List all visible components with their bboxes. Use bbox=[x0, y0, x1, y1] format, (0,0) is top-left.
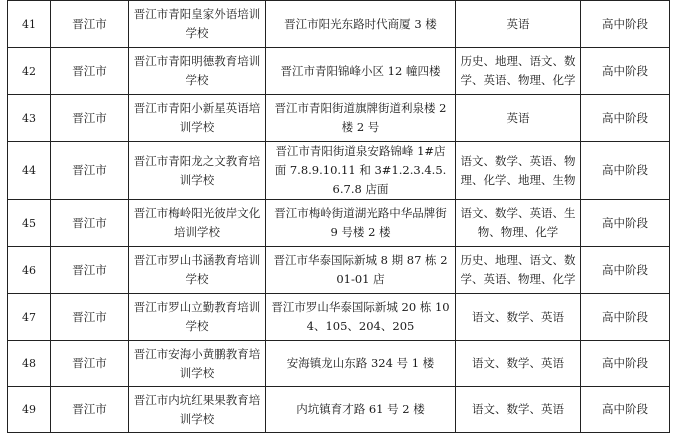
row-number: 43 bbox=[8, 95, 51, 142]
subjects-cell: 历史、地理、语文、数学、英语、物理、化学 bbox=[456, 48, 581, 95]
table-row bbox=[8, 387, 670, 433]
level-cell: 高中阶段 bbox=[581, 142, 670, 200]
address-cell: 晋江市阳光东路时代商厦 3 楼 bbox=[266, 1, 456, 48]
address-cell: 晋江市罗山华泰国际新城 20 栋 104、105、204、205 bbox=[266, 294, 456, 341]
city-cell: 晋江市 bbox=[51, 48, 129, 95]
row-number: 46 bbox=[8, 247, 51, 294]
school-name-cell: 晋江市青阳明德教育培训学校 bbox=[129, 48, 266, 95]
subjects-cell: 历史、地理、语文、数学、英语、物理、化学 bbox=[456, 247, 581, 294]
table-row bbox=[8, 247, 670, 294]
city-cell: 晋江市 bbox=[51, 142, 129, 200]
address-cell: 晋江市梅岭街道湖光路中华品牌街 9 号楼 2 楼 bbox=[266, 200, 456, 247]
table-row bbox=[8, 142, 670, 200]
row-number: 42 bbox=[8, 48, 51, 95]
school-name-cell: 晋江市内坑红果果教育培训学校 bbox=[129, 387, 266, 433]
city-cell: 晋江市 bbox=[51, 1, 129, 48]
subjects-cell: 英语 bbox=[456, 1, 581, 48]
table-row bbox=[8, 200, 670, 247]
row-number: 44 bbox=[8, 142, 51, 200]
subjects-cell: 语文、数学、英语、物理、化学、地理、生物 bbox=[456, 142, 581, 200]
school-name-cell: 晋江市安海小黄鹏教育培训学校 bbox=[129, 341, 266, 387]
address-cell: 晋江市华泰国际新城 8 期 87 栋 201-01 店 bbox=[266, 247, 456, 294]
school-name-cell: 晋江市梅岭阳光彼岸文化培训学校 bbox=[129, 200, 266, 247]
level-cell: 高中阶段 bbox=[581, 294, 670, 341]
row-number: 48 bbox=[8, 341, 51, 387]
subjects-cell: 语文、数学、英语、生物、物理、化学 bbox=[456, 200, 581, 247]
table-row bbox=[8, 95, 670, 142]
table-row bbox=[8, 48, 670, 95]
address-cell: 晋江市青阳街道旗牌街道利泉楼 2 楼 2 号 bbox=[266, 95, 456, 142]
level-cell: 高中阶段 bbox=[581, 247, 670, 294]
subjects-cell: 语文、数学、英语 bbox=[456, 341, 581, 387]
table-row bbox=[8, 341, 670, 387]
city-cell: 晋江市 bbox=[51, 294, 129, 341]
city-cell: 晋江市 bbox=[51, 387, 129, 433]
school-name-cell: 晋江市青阳小新星英语培训学校 bbox=[129, 95, 266, 142]
subjects-cell: 英语 bbox=[456, 95, 581, 142]
address-cell: 安海镇龙山东路 324 号 1 楼 bbox=[266, 341, 456, 387]
row-number: 45 bbox=[8, 200, 51, 247]
address-cell: 晋江市青阳街道泉安路锦峰 1#店面 7.8.9.10.11 和 3#1.2.3.4.5.6.7.8 店面 bbox=[266, 142, 456, 200]
table-row bbox=[8, 294, 670, 341]
row-number: 47 bbox=[8, 294, 51, 341]
level-cell: 高中阶段 bbox=[581, 48, 670, 95]
row-number: 41 bbox=[8, 1, 51, 48]
level-cell: 高中阶段 bbox=[581, 95, 670, 142]
school-name-cell: 晋江市青阳皇家外语培训学校 bbox=[129, 1, 266, 48]
city-cell: 晋江市 bbox=[51, 341, 129, 387]
school-table bbox=[7, 0, 670, 433]
school-name-cell: 晋江市罗山立勤教育培训学校 bbox=[129, 294, 266, 341]
address-cell: 晋江市青阳锦峰小区 12 幢四楼 bbox=[266, 48, 456, 95]
row-number: 49 bbox=[8, 387, 51, 433]
address-cell: 内坑镇育才路 61 号 2 楼 bbox=[266, 387, 456, 433]
level-cell: 高中阶段 bbox=[581, 1, 670, 48]
school-table-container bbox=[7, 0, 669, 431]
school-name-cell: 晋江市罗山书涵教育培训学校 bbox=[129, 247, 266, 294]
table-row bbox=[8, 1, 670, 48]
level-cell: 高中阶段 bbox=[581, 200, 670, 247]
school-name-cell: 晋江市青阳龙之文教育培训学校 bbox=[129, 142, 266, 200]
level-cell: 高中阶段 bbox=[581, 387, 670, 433]
city-cell: 晋江市 bbox=[51, 247, 129, 294]
city-cell: 晋江市 bbox=[51, 200, 129, 247]
city-cell: 晋江市 bbox=[51, 95, 129, 142]
subjects-cell: 语文、数学、英语 bbox=[456, 294, 581, 341]
subjects-cell: 语文、数学、英语 bbox=[456, 387, 581, 433]
level-cell: 高中阶段 bbox=[581, 341, 670, 387]
